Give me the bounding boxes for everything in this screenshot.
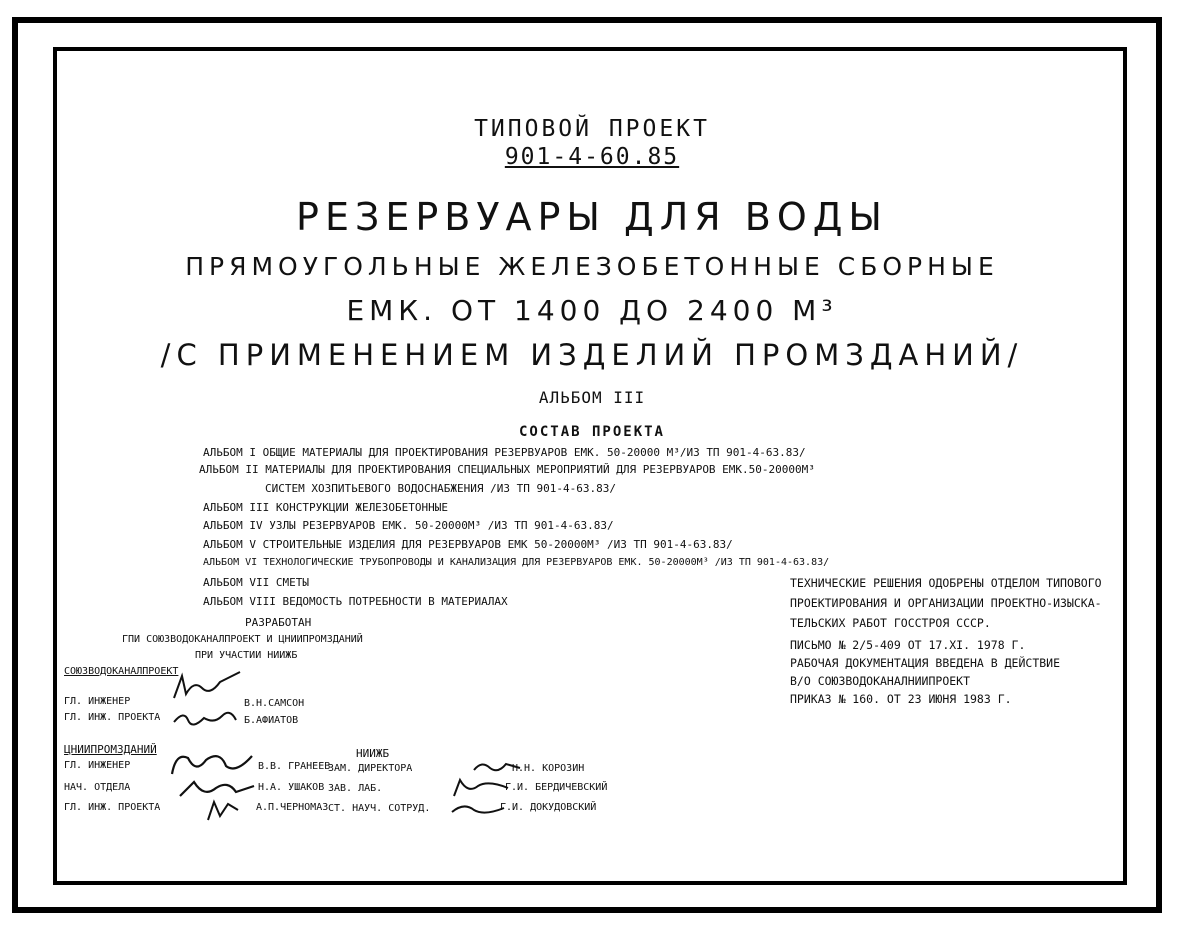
contents-item: АЛЬБОМ V СТРОИТЕЛЬНЫЕ ИЗДЕЛИЯ ДЛЯ РЕЗЕРВУАРОВ ЕМК 50-20000М³ /ИЗ ТП 901-4-63.83/ bbox=[203, 538, 733, 551]
album-label: АЛЬБОМ III bbox=[538, 388, 646, 407]
approval-line: В/О СОЮЗВОДОКАНАЛНИИПРОЕКТ bbox=[790, 674, 971, 688]
signature-scribble bbox=[470, 756, 522, 778]
signature-name: Н.Н. КОРОЗИН bbox=[512, 763, 585, 774]
approval-line: ПИСЬМО № 2/5-409 ОТ 17.XI. 1978 Г. bbox=[790, 638, 1026, 652]
contents-item: АЛЬБОМ II МАТЕРИАЛЫ ДЛЯ ПРОЕКТИРОВАНИЯ СПЕЦИАЛЬНЫХ МЕРОПРИЯТИЙ ДЛЯ РЕЗЕРВУАРОВ ЕМК.50-20000М³ bbox=[199, 463, 815, 476]
signature-role: ГЛ. ИНЖ. ПРОЕКТА bbox=[64, 712, 161, 723]
signature-scribble bbox=[168, 668, 244, 706]
signature-scribble bbox=[448, 776, 510, 802]
org2-name: ЦНИИПРОМЗДАНИЙ bbox=[64, 743, 157, 756]
developer-org: ГПИ СОЮЗВОДОКАНАЛПРОЕКТ И ЦНИИПРОМЗДАНИЙ bbox=[122, 634, 363, 645]
signature-name: Н.А. УШАКОВ bbox=[258, 782, 325, 793]
signature-name: В.В. ГРАНЕЕВ bbox=[258, 761, 331, 772]
signature-role: ГЛ. ИНЖЕНЕР bbox=[64, 696, 131, 707]
contents-item: СИСТЕМ ХОЗПИТЬЕВОГО ВОДОСНАБЖЕНИЯ /ИЗ ТП 901-4-63.83/ bbox=[265, 482, 616, 495]
signature-name: В.Н.САМСОН bbox=[244, 698, 305, 709]
signature-role: ЗАВ. ЛАБ. bbox=[328, 783, 383, 794]
signature-role: ГЛ. ИНЖ. ПРОЕКТА bbox=[64, 802, 161, 813]
approval-line: ПРИКАЗ № 160. ОТ 23 ИЮНЯ 1983 Г. bbox=[790, 692, 1012, 706]
signature-role: ЗАМ. ДИРЕКТОРА bbox=[328, 763, 413, 774]
contents-item: АЛЬБОМ IV УЗЛЫ РЕЗЕРВУАРОВ ЕМК. 50-20000М³ /ИЗ ТП 901-4-63.83/ bbox=[203, 519, 614, 532]
contents-item: АЛЬБОМ VIII ВЕДОМОСТЬ ПОТРЕБНОСТИ В МАТЕРИАЛАХ bbox=[203, 595, 508, 608]
signature-name: Г.И. БЕРДИЧЕВСКИЙ bbox=[505, 782, 608, 793]
signature-name: А.П.ЧЕРНОМАЗ bbox=[256, 802, 329, 813]
org3-name: НИИЖБ bbox=[356, 747, 390, 760]
signature-role: СТ. НАУЧ. СОТРУД. bbox=[328, 803, 431, 814]
developer-heading: РАЗРАБОТАН bbox=[245, 616, 312, 629]
approval-line: ПРОЕКТИРОВАНИЯ И ОРГАНИЗАЦИИ ПРОЕКТНО-ИЗЫСКА- bbox=[790, 596, 1102, 610]
main-title: РЕЗЕРВУАРЫ ДЛЯ ВОДЫ bbox=[296, 195, 888, 239]
signature-role: НАЧ. ОТДЕЛА bbox=[64, 782, 131, 793]
signature-scribble bbox=[204, 796, 244, 824]
contents-heading: СОСТАВ ПРОЕКТА bbox=[518, 424, 665, 440]
approval-line: РАБОЧАЯ ДОКУМЕНТАЦИЯ ВВЕДЕНА В ДЕЙСТВИЕ bbox=[790, 656, 1061, 670]
signature-scribble bbox=[450, 800, 506, 818]
org1-name: СОЮЗВОДОКАНАЛПРОЕКТ bbox=[64, 666, 179, 677]
contents-item: АЛЬБОМ VI ТЕХНОЛОГИЧЕСКИЕ ТРУБОПРОВОДЫ И КАНАЛИЗАЦИЯ ДЛЯ РЕЗЕРВУАРОВ ЕМК. 50-20000М³ /ИЗ ТП 901-4-63.83/ bbox=[203, 557, 830, 568]
approval-line: ТЕЛЬСКИХ РАБОТ ГОССТРОЯ СССР. bbox=[790, 616, 991, 630]
signature-scribble bbox=[170, 708, 240, 728]
project-type: ТИПОВОЙ ПРОЕКТ bbox=[474, 116, 710, 142]
developer-participation: ПРИ УЧАСТИИ НИИЖБ bbox=[195, 650, 298, 661]
project-number: 901-4-60.85 bbox=[504, 144, 680, 170]
signature-name: Г.И. ДОКУДОВСКИЙ bbox=[500, 802, 597, 813]
contents-item: АЛЬБОМ VII СМЕТЫ bbox=[203, 576, 309, 589]
approval-line: ТЕХНИЧЕСКИЕ РЕШЕНИЯ ОДОБРЕНЫ ОТДЕЛОМ ТИПОВОГО bbox=[790, 576, 1102, 590]
title-line-4: /С ПРИМЕНЕНИЕМ ИЗДЕЛИЙ ПРОМЗДАНИЙ/ bbox=[160, 338, 1024, 372]
signature-role: ГЛ. ИНЖЕНЕР bbox=[64, 760, 131, 771]
signature-name: Б.АФИАТОВ bbox=[244, 715, 299, 726]
contents-item: АЛЬБОМ I ОБЩИЕ МАТЕРИАЛЫ ДЛЯ ПРОЕКТИРОВАНИЯ РЕЗЕРВУАРОВ ЕМК. 50-20000 М³/ИЗ ТП 901-4-63.83/ bbox=[203, 446, 806, 459]
title-line-2: ПРЯМОУГОЛЬНЫЕ ЖЕЛЕЗОБЕТОННЫЕ СБОРНЫЕ bbox=[185, 252, 999, 281]
contents-item: АЛЬБОМ III КОНСТРУКЦИИ ЖЕЛЕЗОБЕТОННЫЕ bbox=[203, 501, 449, 514]
title-line-3: ЕМК. ОТ 1400 ДО 2400 М³ bbox=[346, 294, 838, 327]
